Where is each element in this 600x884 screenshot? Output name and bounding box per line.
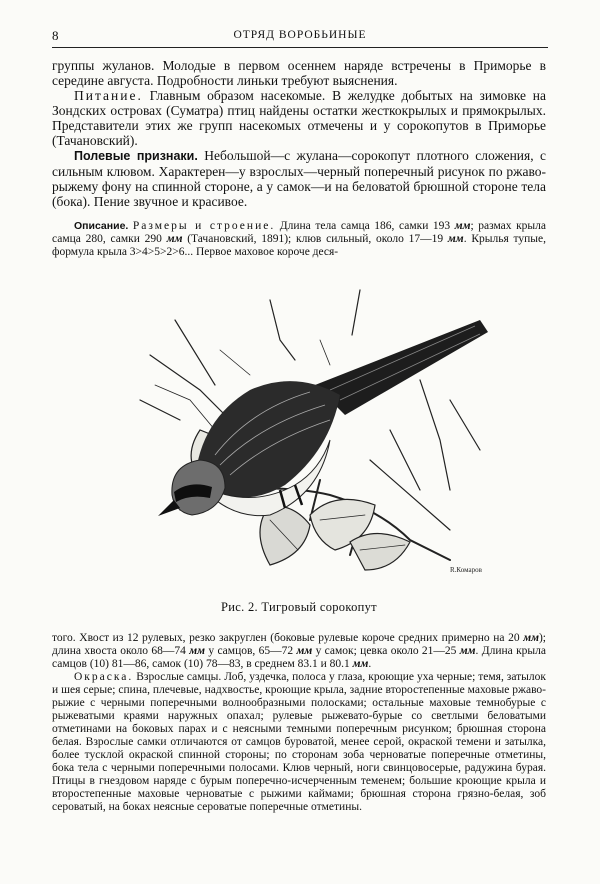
unit-mm: мм (447, 233, 464, 245)
coloration-heading: Окраска. (74, 671, 134, 683)
running-header (52, 28, 548, 44)
paragraph-molt: группы жуланов. Молодые в первом осеннем наряде встречены в Приморье в середине августа. Подробности линьки требуют выяснения. (52, 58, 546, 88)
upper-text (52, 58, 546, 259)
paragraph-measurements (52, 632, 546, 671)
paragraph-coloration (52, 671, 546, 814)
unit-mm: мм (352, 658, 369, 670)
leaf (350, 534, 410, 571)
measure-text-f: . (368, 658, 372, 670)
bird-tail (315, 320, 488, 415)
feeding-text: Главным образом насекомые. В желудке добытых на зимовке на Зондских островах (Суматра) птиц найдены остатки жесткокрылых и прямокрылых. Представители этих же групп насекомых отмечены и у сорокопутов в Приморье (Тачановский). (52, 88, 546, 148)
page-number: 8 (52, 28, 59, 43)
figure-caption: Рис. 2. Тигровый сорокопут (221, 600, 377, 614)
unit-mm: мм (459, 645, 476, 657)
measure-text-b: ); длина хвоста около 68—74 (52, 632, 546, 657)
description-text-d: . Крылья тупые, формула крыла 3>4>5>2>6... Первое маховое короче деся- (52, 233, 546, 258)
description-text-b: ; размах крыла самца 280, самки 290 (52, 220, 546, 245)
artist-signature: R.Комаров (450, 566, 482, 574)
unit-mm: мм (166, 233, 183, 245)
paragraph-feeding (52, 88, 546, 148)
header-rule (52, 47, 548, 48)
unit-mm: мм (523, 632, 539, 644)
paragraph-field-marks (52, 148, 546, 209)
unit-mm: мм (454, 220, 471, 232)
description-subheading: Размеры и строение. (132, 220, 276, 232)
measure-text-c: у самцов, 65—72 (205, 645, 297, 657)
paragraph-description (52, 220, 546, 259)
feeding-heading: Питание. (74, 88, 143, 103)
description-heading: Описание. (74, 220, 129, 232)
running-title: ОТРЯД ВОРОБЬИНЫЕ (233, 29, 367, 41)
measure-text-e: . Длина крыла самцов (10) 81—86, самок (10) 78—83, в среднем 83.1 и 80.1 (52, 645, 546, 670)
coloration-text: Взрослые самцы. Лоб, уздечка, полоса у глаза, кроющие уха черные; темя, затылок и шея серые; спина, плечевые, надхвостье, кроющие крыла, задние второстепенные маховые ржаво-рыжие с черными поперечными волнообразными полосками; остальные маховые темнобурые с рыжеватыми краями наружных опахал; рулевые рыжевато-бурые со светлыми беловатыми отметинами на боковых парах и с неясными темными поперечным рисунком; брюшная сторона белая. Взрослые самки отличаются от самцов буроватой, менее серой, окраской темени и затылка, более тусклой окраской спинной стороны; по сторонам зоба черноватые поперечные отметины, бока тела с черными поперечными полосами. Клюв черный, ноги свинцовосерые, радужина бурая. Птицы в гнездовом наряде с бурым поперечно-исчерченным теменем; большие кроющие крыла и второстепенные маховые черноватые с рыжими каймами; брюшная сторона грязно-белая, зоб сероватый, на боках неясные сероватые поперечные отметины. (52, 671, 546, 813)
unit-mm: мм (296, 645, 313, 657)
lower-text (52, 632, 546, 814)
measure-text-a: того. Хвост из 12 рулевых, резко закруглен (боковые рулевые короче средних примерно на 20 (52, 632, 524, 644)
tiger-shrike-illustration (120, 280, 510, 590)
unit-mm: мм (189, 645, 205, 657)
description-text-a: Длина тела самца 186, самки 193 (275, 220, 455, 232)
description-text-c: (Тачановский, 1891); клюв сильный, около 17—19 (182, 233, 448, 245)
measure-text-d: у самок; цевка около 21—25 (312, 645, 460, 657)
field-marks-heading: Полевые признаки. (74, 149, 198, 163)
field-marks-text: Небольшой—с жулана—сорокопут плотного сложения, с сильным клювом. Характерен—у взрослых—черный поперечный рисунок по ржаво-рыжему фону на спинной стороне, а у самок—и на беловатой брюшной стороне тела (бока). Пение звучное и красивое. (52, 148, 546, 209)
